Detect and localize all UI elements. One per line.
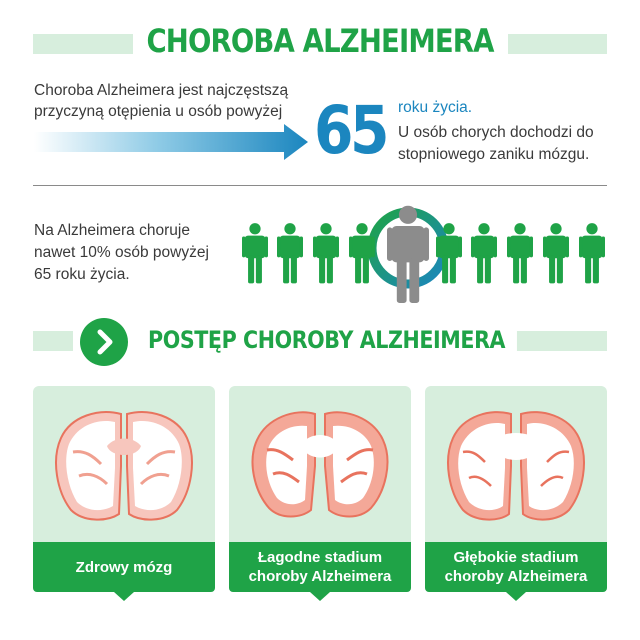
card-pointer [114, 592, 134, 601]
severe-alzheimers-brain-icon [441, 406, 591, 526]
brain-atrophy-description [398, 122, 594, 166]
intro-line-1: Choroba Alzheimera jest najczęstszą [34, 82, 289, 99]
card-pointer [506, 592, 526, 601]
person-icon [543, 218, 569, 293]
person-icon [436, 218, 462, 293]
card-pointer [310, 592, 330, 601]
statistic-text [34, 220, 244, 286]
stage-label-healthy [33, 542, 215, 592]
stage-label-line-1: Głębokie stadium [453, 549, 579, 566]
stage-label-mild [229, 542, 411, 592]
person-icon [313, 218, 339, 293]
stat-line-3: 65 roku życia. [34, 266, 130, 283]
stage-label-line-2: choroby Alzheimera [248, 568, 392, 585]
divider [33, 185, 607, 186]
person-icon [579, 218, 605, 293]
mild-alzheimers-brain-icon [245, 406, 395, 526]
person-icon [242, 218, 268, 293]
age-suffix: roku życia. [398, 99, 473, 116]
stage-card-healthy [33, 386, 215, 606]
person-icon [471, 218, 497, 293]
chevron-right-icon [80, 318, 128, 366]
card-image-area [229, 386, 411, 542]
desc-line-1: U osób chorych dochodzi do [398, 124, 594, 141]
stage-card-mild [229, 386, 411, 606]
person-icon [349, 218, 375, 293]
gradient-arrow-icon [34, 124, 310, 160]
card-image-area [425, 386, 607, 542]
section-band-left [33, 331, 73, 351]
intro-text [34, 80, 324, 122]
person-icon [277, 218, 303, 293]
stage-label-severe [425, 542, 607, 592]
stage-label-line-1: Zdrowy mózg [75, 558, 173, 576]
section-title: POSTĘP CHOROBY ALZHEIMERA [148, 326, 517, 354]
page-title: CHOROBA ALZHEIMERA [45, 22, 595, 60]
highlighted-person-icon [387, 204, 429, 309]
healthy-brain-icon [49, 406, 199, 526]
stage-card-severe [425, 386, 607, 606]
person-icon [507, 218, 533, 293]
age-number: 65 [314, 92, 387, 169]
desc-line-2: stopniowego zaniku mózgu. [398, 146, 590, 163]
stage-label-line-1: Łagodne stadium [257, 549, 383, 566]
stat-line-2: nawet 10% osób powyżej [34, 244, 209, 261]
stat-line-1: Na Alzheimera choruje [34, 222, 190, 239]
stage-label-line-2: choroby Alzheimera [444, 568, 588, 585]
card-image-area [33, 386, 215, 542]
intro-line-2: przyczyną otępienia u osób powyżej [34, 103, 283, 120]
